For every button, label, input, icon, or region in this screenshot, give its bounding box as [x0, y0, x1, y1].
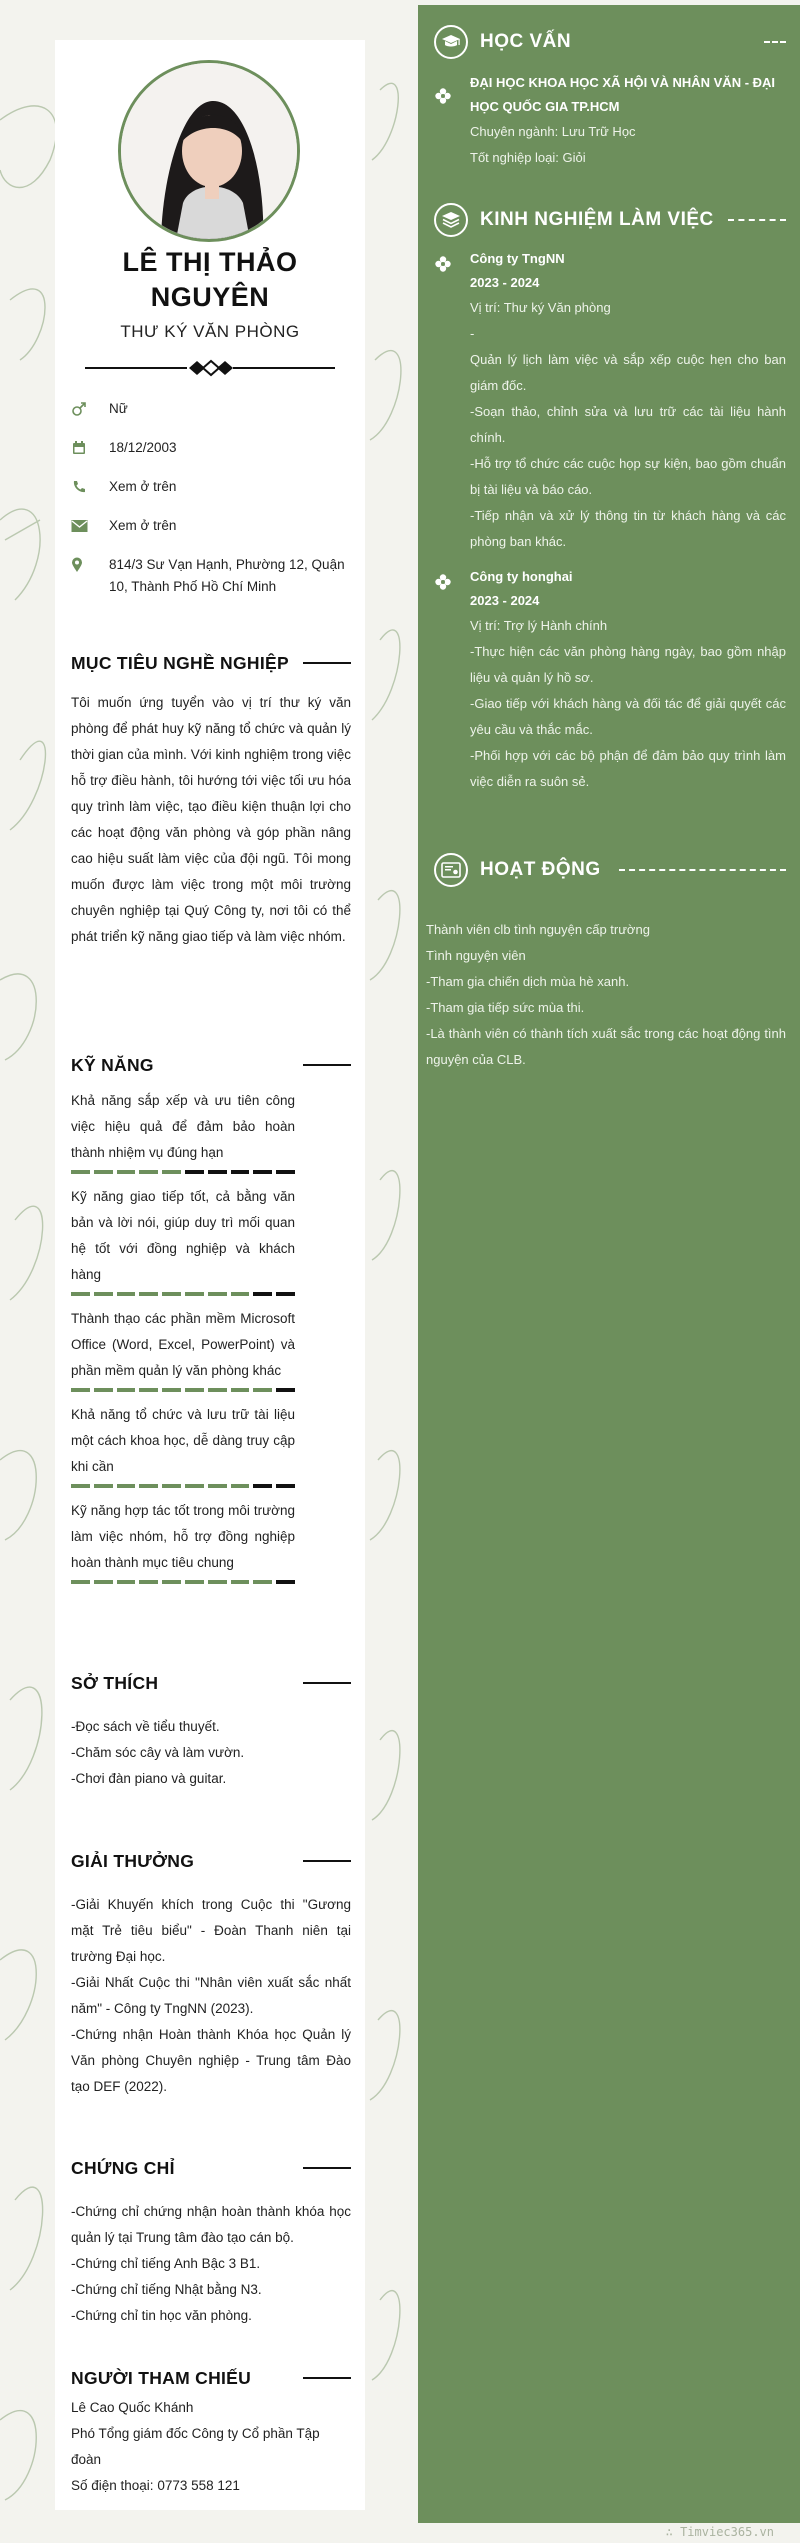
- section-dashes: [619, 869, 786, 871]
- skill-level-segment: [253, 1292, 272, 1296]
- references-heading: [71, 2365, 351, 2391]
- skills-section: [71, 1052, 351, 1594]
- skill-text: Khả năng sắp xếp và ưu tiên công việc hiệu quả để đảm bảo hoàn thành nhiệm vụ đúng hạn: [71, 1093, 295, 1160]
- award-item: -Chứng nhận Hoàn thành Khóa học Quản lý Văn phòng Chuyên nghiệp - Trung tâm Đào tạo DEF (2022).: [71, 2027, 351, 2094]
- activities-list: [426, 917, 786, 1073]
- skill-level-segment: [162, 1292, 181, 1296]
- certificate-item: -Chứng chỉ tiếng Nhật bằng N3.: [71, 2282, 262, 2297]
- skill-text: Thành thạo các phần mềm Microsoft Office (Word, Excel, PowerPoint) và phần mềm quản lý văn phòng khác: [71, 1311, 295, 1378]
- skill-level-segment: [253, 1484, 272, 1488]
- skills-list: [71, 1088, 295, 1584]
- skill-level-segment: [231, 1388, 250, 1392]
- skill-level-segment: [117, 1484, 136, 1488]
- gender-icon: [71, 398, 109, 420]
- awards-list: [71, 1892, 351, 2100]
- awards-section: [71, 1848, 351, 2100]
- skill-level-segment: [139, 1170, 158, 1174]
- skills-heading: [71, 1052, 351, 1078]
- activity-item: Thành viên clb tình nguyện cấp trường: [426, 922, 650, 937]
- award-item: -Giải Khuyến khích trong Cuộc thi "Gương mặt Trẻ tiêu biểu" - Đoàn Thanh niên tại trường Đại học.: [71, 1897, 351, 1964]
- job-duty: -Tiếp nhận và xử lý thông tin từ khách hàng và các phòng ban khác.: [470, 508, 786, 549]
- skill-level-bar: [71, 1170, 295, 1174]
- contact-address: [71, 554, 356, 598]
- education-heading: [434, 25, 786, 59]
- skill-level-segment: [94, 1484, 113, 1488]
- education-title: HỌC VẤN: [480, 31, 572, 52]
- skill-level-segment: [185, 1292, 204, 1296]
- right-column: [418, 5, 800, 2523]
- job-duty: -: [470, 326, 475, 341]
- watermark-icon: ∴: [665, 2525, 681, 2539]
- skill-level-segment: [162, 1580, 181, 1584]
- certificate-icon: [434, 853, 468, 887]
- hobby-item: -Chăm sóc cây và làm vườn.: [71, 1745, 245, 1760]
- education-major: Chuyên ngành: Lưu Trữ Học: [470, 124, 636, 139]
- section-dashes: [764, 41, 786, 43]
- skill-level-segment: [162, 1388, 181, 1392]
- skill-level-segment: [71, 1484, 90, 1488]
- skill-item: [71, 1402, 295, 1488]
- skill-level-segment: [208, 1484, 227, 1488]
- candidate-name-line1: LÊ THỊ THẢO: [122, 247, 298, 277]
- skill-level-segment: [117, 1292, 136, 1296]
- avatar: [118, 60, 300, 242]
- activities-heading: [434, 853, 786, 887]
- contact-email: [71, 515, 356, 537]
- left-column-card: [55, 40, 365, 2510]
- activity-item: -Tham gia chiến dịch mùa hè xanh.: [426, 974, 630, 989]
- contact-phone: [71, 476, 356, 498]
- skill-level-segment: [185, 1580, 204, 1584]
- skill-level-segment: [231, 1292, 250, 1296]
- reference-phone: Số điện thoại: 0773 558 121: [71, 2478, 240, 2493]
- objective-heading: [71, 650, 351, 676]
- job-period: 2023 - 2024: [470, 593, 540, 608]
- education-entry: [434, 71, 786, 171]
- certificate-item: -Chứng chỉ tiếng Anh Bậc 3 B1.: [71, 2256, 261, 2271]
- skill-level-segment: [276, 1580, 295, 1584]
- job-entry: [434, 247, 786, 555]
- phone-icon: [71, 476, 109, 498]
- skill-level-segment: [162, 1170, 181, 1174]
- skill-level-segment: [253, 1580, 272, 1584]
- layers-icon: [434, 203, 468, 237]
- job-duty: -Soạn thảo, chỉnh sửa và lưu trữ các tài liệu hành chính.: [470, 404, 786, 445]
- activity-item: Tình nguyện viên: [426, 948, 526, 963]
- education-section: [434, 25, 786, 171]
- job-company: Công ty TngNN: [470, 251, 565, 266]
- skill-level-segment: [253, 1170, 272, 1174]
- job-duty: -Phối hợp với các bộ phận để đảm bảo quy trình làm việc diễn ra suôn sẻ.: [470, 748, 786, 789]
- experience-heading: [434, 203, 786, 237]
- skill-level-segment: [117, 1170, 136, 1174]
- skill-level-segment: [276, 1170, 295, 1174]
- section-divider: [303, 2377, 351, 2379]
- flower-bullet-icon: [434, 573, 452, 591]
- awards-title: GIẢI THƯỞNG: [71, 1850, 195, 1871]
- job-duty: -Hỗ trợ tổ chức các cuộc họp sự kiện, bao gồm chuẩn bị tài liệu và báo cáo.: [470, 456, 786, 497]
- skill-item: [71, 1088, 295, 1174]
- job-title: THƯ KÝ VĂN PHÒNG: [120, 322, 300, 341]
- skill-level-bar: [71, 1484, 295, 1488]
- certificate-item: -Chứng chỉ chứng nhận hoàn thành khóa học quản lý tại Trung tâm đào tạo cán bộ.: [71, 2204, 351, 2245]
- avatar-portrait-icon: [121, 63, 300, 242]
- skill-item: [71, 1184, 295, 1296]
- contact-email-text: Xem ở trên: [109, 518, 177, 533]
- hobbies-heading: [71, 1670, 351, 1696]
- email-icon: [71, 515, 109, 537]
- activity-item: -Là thành viên có thành tích xuất sắc trong các hoạt động tình nguyện của CLB.: [426, 1026, 786, 1067]
- watermark: [666, 2525, 774, 2539]
- activity-item: -Tham gia tiếp sức mùa thi.: [426, 1000, 585, 1015]
- job-position: Vị trí: Thư ký Văn phòng: [470, 300, 611, 315]
- skill-level-segment: [162, 1484, 181, 1488]
- skill-level-segment: [94, 1170, 113, 1174]
- job-period: 2023 - 2024: [470, 275, 540, 290]
- skill-level-bar: [71, 1388, 295, 1392]
- contact-phone-text: Xem ở trên: [109, 479, 177, 494]
- skill-level-segment: [94, 1580, 113, 1584]
- skill-item: [71, 1498, 295, 1584]
- section-divider: [303, 1682, 351, 1684]
- skill-text: Kỹ năng giao tiếp tốt, cả bằng văn bản và lời nói, giúp duy trì mối quan hệ tốt với đồng nghiệp và khách hàng: [71, 1189, 295, 1282]
- skill-level-segment: [71, 1388, 90, 1392]
- skill-level-segment: [231, 1484, 250, 1488]
- activities-section: [426, 853, 786, 1073]
- education-grade: Tốt nghiệp loại: Giỏi: [470, 150, 586, 165]
- section-divider: [303, 1860, 351, 1862]
- flower-bullet-icon: [434, 87, 452, 105]
- section-divider: [303, 662, 351, 664]
- location-icon: [71, 554, 109, 576]
- skill-level-segment: [139, 1484, 158, 1488]
- skill-level-segment: [208, 1170, 227, 1174]
- job-entry: [434, 565, 786, 795]
- contact-gender-text: Nữ: [109, 401, 128, 416]
- education-school: ĐẠI HỌC KHOA HỌC XÃ HỘI VÀ NHÂN VĂN - ĐẠI HỌC QUỐC GIA TP.HCM: [470, 75, 776, 114]
- references-title: NGƯỜI THAM CHIẾU: [71, 2367, 252, 2388]
- job-duty: -Giao tiếp với khách hàng và đối tác để giải quyết các yêu cầu và thắc mắc.: [470, 696, 786, 737]
- skill-level-segment: [185, 1388, 204, 1392]
- certificates-heading: [71, 2155, 351, 2181]
- watermark-text: Timviec365.vn: [680, 2525, 774, 2539]
- certificates-list: [71, 2199, 351, 2329]
- references-list: [71, 2395, 351, 2499]
- skill-level-segment: [94, 1388, 113, 1392]
- skill-level-segment: [276, 1388, 295, 1392]
- objective-title: MỤC TIÊU NGHỀ NGHIỆP: [71, 652, 289, 673]
- skill-text: Kỹ năng hợp tác tốt trong môi trường làm việc nhóm, hỗ trợ đồng nghiệp hoàn thành mục tiêu chung: [71, 1503, 295, 1570]
- skill-text: Khả năng tổ chức và lưu trữ tài liệu một cách khoa học, dễ dàng truy cập khi cần: [71, 1407, 295, 1474]
- skills-title: KỸ NĂNG: [71, 1054, 154, 1075]
- hobbies-title: SỞ THÍCH: [71, 1672, 159, 1693]
- skill-level-segment: [276, 1484, 295, 1488]
- contact-gender: [71, 398, 356, 420]
- awards-heading: [71, 1848, 351, 1874]
- skill-level-segment: [94, 1292, 113, 1296]
- objective-section: [71, 650, 351, 950]
- section-divider: [303, 1064, 351, 1066]
- hobby-item: -Đọc sách về tiểu thuyết.: [71, 1719, 220, 1734]
- job-position: Vị trí: Trợ lý Hành chính: [470, 618, 608, 633]
- experience-title: KINH NGHIỆM LÀM VIỆC: [480, 209, 714, 230]
- skill-level-segment: [117, 1580, 136, 1584]
- reference-name: Lê Cao Quốc Khánh: [71, 2400, 194, 2415]
- skill-level-bar: [71, 1580, 295, 1584]
- activities-title: HOẠT ĐỘNG: [480, 859, 601, 880]
- candidate-name-line2: NGUYÊN: [150, 282, 270, 312]
- section-divider: [303, 2167, 351, 2169]
- certificates-title: CHỨNG CHỈ: [71, 2157, 175, 2178]
- hobby-item: -Chơi đàn piano và guitar.: [71, 1771, 227, 1786]
- job-duty: Quản lý lịch làm việc và sắp xếp cuộc hẹn cho ban giám đốc.: [470, 352, 786, 393]
- skill-level-segment: [71, 1580, 90, 1584]
- contact-birthday: [71, 437, 356, 459]
- skill-item: [71, 1306, 295, 1392]
- skill-level-segment: [71, 1170, 90, 1174]
- section-dashes: [728, 219, 786, 221]
- contact-birthday-text: 18/12/2003: [109, 440, 177, 455]
- job-duty: -Thực hiện các văn phòng hàng ngày, bao gồm nhập liệu và quản lý hồ sơ.: [470, 644, 786, 685]
- contact-address-text: 814/3 Sư Vạn Hạnh, Phường 12, Quận 10, Thành Phố Hồ Chí Minh: [109, 557, 345, 594]
- experience-section: [434, 203, 786, 795]
- skill-level-segment: [276, 1292, 295, 1296]
- skill-level-segment: [253, 1388, 272, 1392]
- certificates-section: [71, 2155, 351, 2329]
- skill-level-segment: [185, 1170, 204, 1174]
- skill-level-segment: [139, 1388, 158, 1392]
- hobbies-section: [71, 1670, 351, 1792]
- skill-level-segment: [208, 1580, 227, 1584]
- certificate-item: -Chứng chỉ tin học văn phòng.: [71, 2308, 252, 2323]
- contact-list: [71, 398, 356, 615]
- graduation-cap-icon: [434, 25, 468, 59]
- objective-text: Tôi muốn ứng tuyển vào vị trí thư ký văn phòng để phát huy kỹ năng tổ chức và quản lý thời gian của mình. Với kinh nghiệm trong việc hỗ trợ điều hành, tôi hướng tới việc tối ưu hóa quy trình làm việc, tạo điều kiện thuận lợi cho các hoạt động văn phòng và góp phần nâng cao hiệu suất làm việc của đội ngũ. Tôi mong muốn được làm việc trong một môi trường chuyên nghiệp tại Quý Công ty, nơi tôi có thể phát triển kỹ năng giao tiếp và làm việc nhóm.: [71, 695, 351, 944]
- references-section: [71, 2365, 351, 2499]
- skill-level-segment: [231, 1580, 250, 1584]
- candidate-name: [55, 245, 365, 315]
- reference-position: Phó Tổng giám đốc Công ty Cổ phần Tập đoàn: [71, 2426, 320, 2467]
- skill-level-segment: [117, 1388, 136, 1392]
- job-company: Công ty honghai: [470, 569, 573, 584]
- skill-level-segment: [71, 1292, 90, 1296]
- hobbies-list: [71, 1714, 351, 1792]
- divider-ornament-icon: [85, 358, 335, 378]
- skill-level-segment: [185, 1484, 204, 1488]
- flower-bullet-icon: [434, 255, 452, 273]
- skill-level-segment: [208, 1388, 227, 1392]
- calendar-icon: [71, 437, 109, 459]
- skill-level-segment: [208, 1292, 227, 1296]
- award-item: -Giải Nhất Cuộc thi "Nhân viên xuất sắc nhất năm" - Công ty TngNN (2023).: [71, 1975, 351, 2016]
- skill-level-bar: [71, 1292, 295, 1296]
- skill-level-segment: [231, 1170, 250, 1174]
- skill-level-segment: [139, 1580, 158, 1584]
- skill-level-segment: [139, 1292, 158, 1296]
